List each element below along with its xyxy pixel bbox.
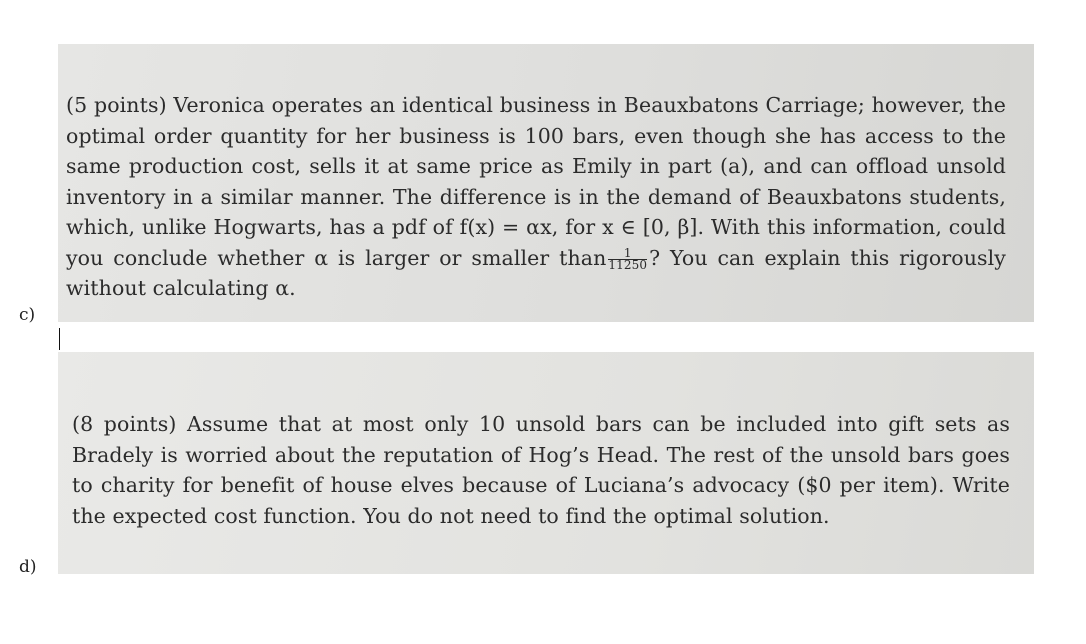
question-d-label: d) [19,557,37,577]
fraction-denominator: 11250 [608,257,648,272]
question-c-photo [58,44,1034,322]
question-d-photo [58,352,1034,574]
text-cursor[interactable] [59,328,60,350]
question-c-text-part1: (5 points) Veronica operates an identical business in Beauxbatons Carriage; however, the optimal order quantity for her business is 100 bars, even though she has access to the same production cost, sells it at same price as Emily in part (a), and can offload unsold inventory in a similar manner. The difference is in the demand of Beauxbatons students, which, unlike Hogwarts, has a pdf of f(x) = αx, for x ∈ [0, β]. With this information, could you conclude whether α is larger or smaller than [66,93,1006,270]
fraction-numerator: 1 [608,248,647,260]
question-c-text-part2: ? You can explain this rigorously without calculating α. [66,245,1006,300]
question-c-text [66,90,1006,304]
fraction [608,245,648,272]
question-c-label: c) [19,305,36,325]
question-d-text: (8 points) Assume that at most only 10 unsold bars can be included into gift sets as Bradely is worried about the reputation of Hog’s Head. The rest of the unsold bars goes to charity for benefit of house elves because of Luciana’s advocacy ($0 per item). Write the expected cost function. You do not need to find the optimal solution. [72,412,1010,528]
